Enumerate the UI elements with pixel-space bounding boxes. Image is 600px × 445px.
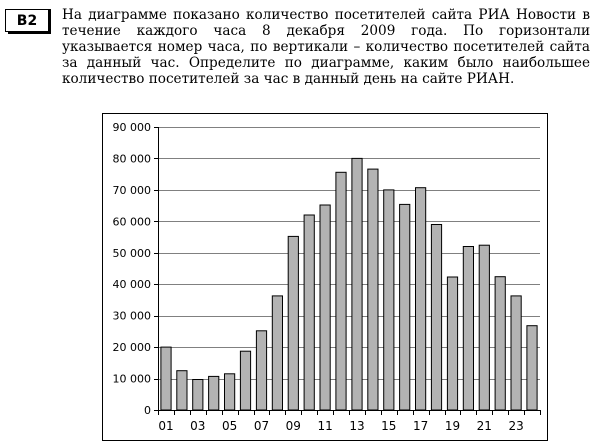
bar-hour-13 (352, 158, 362, 410)
bar-hour-04 (209, 376, 219, 410)
x-tick-label: 11 (317, 419, 333, 433)
y-tick-label: 10 000 (112, 372, 151, 386)
bar-hour-23 (511, 296, 521, 410)
x-tick-label: 03 (190, 419, 206, 433)
y-tick-label: 50 000 (112, 246, 151, 260)
x-tick-label: 21 (476, 419, 492, 433)
bar-hour-17 (416, 188, 426, 410)
x-tick-label: 09 (285, 419, 301, 433)
x-tick-label: 05 (221, 419, 238, 433)
x-tick-label: 01 (158, 419, 174, 433)
bar-hour-09 (288, 236, 298, 410)
x-tick-label: 07 (253, 419, 270, 433)
task-statement: На диаграмме показано количество посетителей сайта РИА Новости в течение каждого часа 8 декабря 2009 года. По горизонтали указывается номер часа, по вертикали – количество посетителей сайта за данный час. Определите по диаграмме, каким было наибольшее количество посетителей за час в данный день на сайте РИАН. (62, 7, 590, 87)
bar-chart (102, 113, 548, 441)
bar-hour-01 (161, 347, 171, 410)
bar-hour-14 (368, 169, 378, 410)
bar-hour-16 (400, 204, 410, 410)
bar-hour-06 (240, 351, 250, 410)
bar-hour-15 (384, 190, 394, 410)
x-tick-label: 23 (508, 419, 524, 433)
bar-hour-05 (225, 374, 235, 410)
bar-hour-11 (320, 205, 330, 410)
task-number-badge (5, 9, 49, 32)
y-tick-label: 30 000 (112, 309, 151, 323)
x-tick-label: 17 (412, 419, 429, 433)
y-tick-label: 80 000 (112, 152, 151, 166)
bar-hour-12 (336, 172, 346, 410)
chart-container (102, 113, 548, 441)
y-tick-label: 60 000 (112, 215, 151, 229)
y-tick-label: 20 000 (112, 341, 151, 355)
badge-shadow-bottom (8, 31, 51, 34)
y-tick-label: 0 (144, 404, 151, 417)
bar-hour-22 (495, 277, 505, 410)
bar-hour-02 (177, 371, 187, 410)
bar-hour-18 (431, 225, 441, 411)
bar-hour-07 (256, 331, 266, 410)
y-tick-label: 90 000 (112, 121, 151, 134)
x-tick-label: 13 (349, 419, 365, 433)
bar-hour-08 (272, 296, 282, 410)
bar-hour-24 (527, 326, 537, 410)
x-tick-label: 15 (381, 419, 397, 433)
task-number: B2 (16, 12, 38, 29)
y-tick-label: 70 000 (112, 183, 151, 197)
y-tick-label: 40 000 (112, 278, 151, 292)
bar-hour-20 (463, 247, 473, 411)
bar-hour-10 (304, 215, 314, 410)
bar-hour-03 (193, 380, 203, 411)
bar-hour-19 (447, 277, 457, 410)
bar-hour-21 (479, 245, 489, 410)
x-tick-label: 19 (444, 419, 461, 433)
